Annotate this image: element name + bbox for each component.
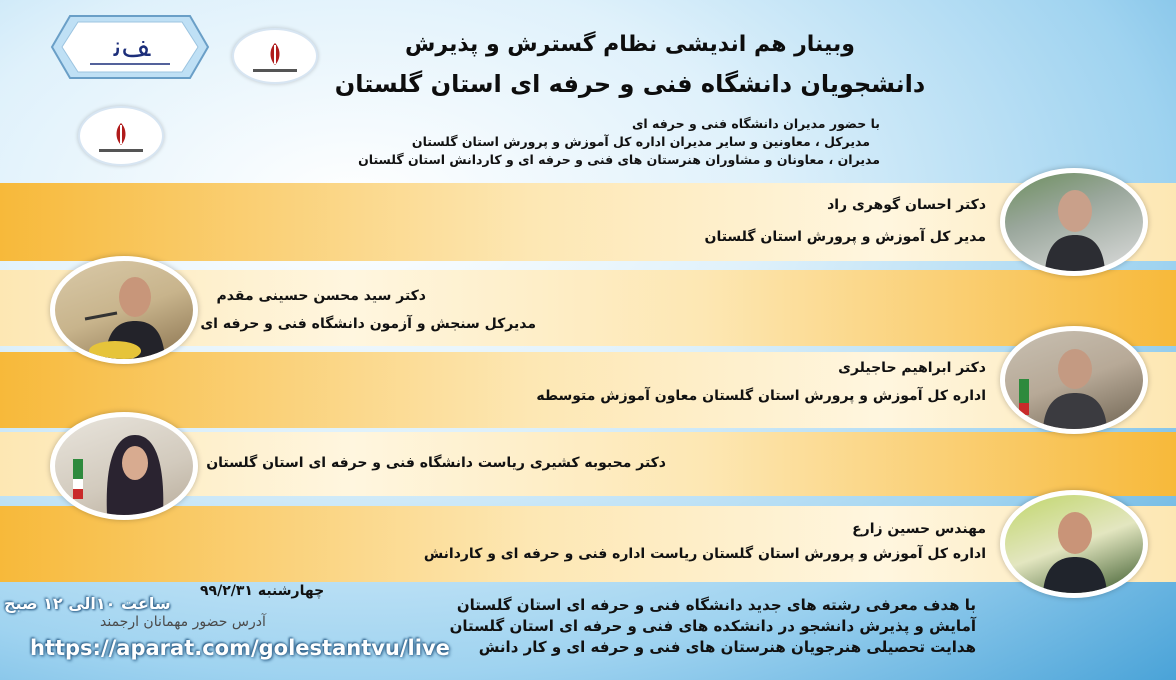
page-title-line-1: وبینار هم اندیشی نظام گسترش و پذیرش xyxy=(405,32,855,57)
speaker-photo-4 xyxy=(50,412,198,520)
event-date: چهارشنبه ۹۹/۲/۳۱ xyxy=(200,583,325,599)
subtitle-line-3: مدیران ، معاونان و مشاوران هنرستان های فنی و حرفه ای و کاردانش استان گلستان xyxy=(358,152,880,167)
goal-line-1: با هدف معرفی رشته های جدید دانشگاه فنی و حرفه ای استان گلستان xyxy=(456,596,976,614)
speaker-name-3: دکتر ابراهیم حاجیلری xyxy=(838,360,986,376)
ministry-logo-left xyxy=(78,106,164,166)
speaker-role-5: اداره کل آموزش و پرورش استان گلستان ریاست اداره فنی و حرفه ای و کاردانش xyxy=(423,546,986,562)
speaker-name-2: دکتر سید محسن حسینی مقدم xyxy=(216,288,426,304)
subtitle-line-1: با حضور مدیران دانشگاه فنی و حرفه ای xyxy=(631,116,880,131)
university-emblem-icon xyxy=(50,8,210,86)
emblem-icon xyxy=(101,121,141,147)
person-silhouette-icon xyxy=(1005,495,1143,593)
person-silhouette-icon xyxy=(55,417,193,515)
goal-line-2: آمایش و پذیرش دانشجو در دانشکده های فنی و حرفه ای استان گلستان xyxy=(449,617,976,635)
university-logo xyxy=(50,8,210,86)
page-title-line-2: دانشجویان دانشگاه فنی و حرفه ای استان گلستان xyxy=(334,70,926,98)
goal-line-3: هدایت تحصیلی هنرجویان هنرستان های فنی و حرفه ای و کار دانش xyxy=(478,638,976,656)
speaker-role-2: مدیرکل سنجش و آزمون دانشگاه فنی و حرفه ای xyxy=(200,316,536,332)
speaker-photo-1 xyxy=(1000,168,1148,276)
speaker-photo-2 xyxy=(50,256,198,364)
emblem-icon xyxy=(255,41,295,67)
event-time: ساعت ۱۰الی ۱۲ صبح xyxy=(4,594,171,613)
svg-text:ﻒﻧ: ﻒﻧ xyxy=(113,30,151,63)
speaker-name-1: دکتر احسان گوهری راد xyxy=(827,197,986,213)
speaker-name-5: مهندس حسین زارع xyxy=(852,521,986,537)
live-stream-link[interactable]: https://aparat.com/golestantvu/live xyxy=(30,636,450,660)
speaker-role-1: مدیر کل آموزش و پرورش استان گلستان xyxy=(704,229,986,245)
speaker-photo-5 xyxy=(1000,490,1148,598)
person-silhouette-icon xyxy=(1005,331,1143,429)
person-silhouette-icon xyxy=(55,261,193,359)
subtitle-line-2: مدیرکل ، معاونین و سایر مدیران اداره کل آموزش و پرورش استان گلستان xyxy=(411,134,870,149)
speaker-role-4: دکتر محبوبه کشیری ریاست دانشگاه فنی و حرفه ای استان گلستان xyxy=(206,455,666,471)
address-label: آدرس حضور مهمانان ارجمند xyxy=(100,614,266,630)
speaker-role-3: اداره کل آموزش و پرورش استان گلستان معاون آموزش متوسطه xyxy=(536,388,986,404)
person-silhouette-icon xyxy=(1005,173,1143,271)
speaker-photo-3 xyxy=(1000,326,1148,434)
